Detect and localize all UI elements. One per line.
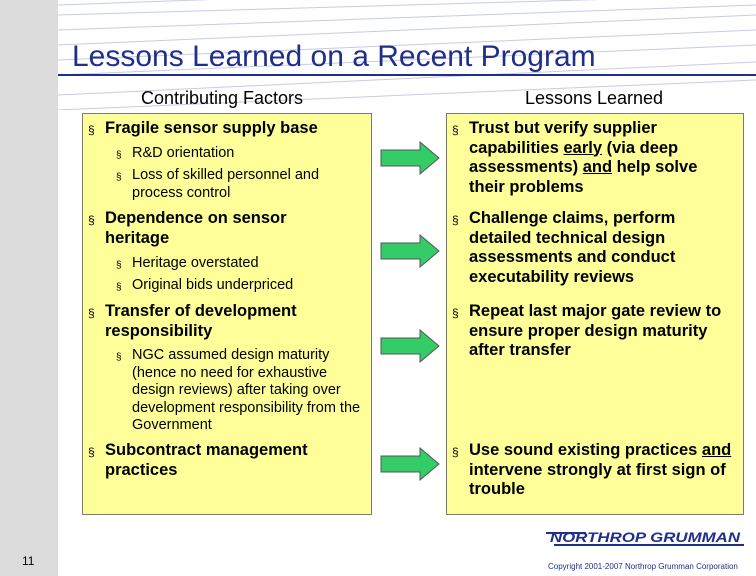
lesson-item: § Trust but verify supplier capabilities early (via deep assessments) and help solve their problems <box>452 119 698 196</box>
square-bullet-icon: § <box>116 150 122 161</box>
copyright-notice: Copyright 2001-2007 Northrop Grumman Corporation <box>548 562 738 571</box>
square-bullet-icon: § <box>452 213 459 227</box>
factor-sub-item: § Heritage overstated <box>116 255 382 273</box>
svg-text:NORTHROP GRUMMAN: NORTHROP GRUMMAN <box>550 529 742 545</box>
square-bullet-icon: § <box>88 445 95 459</box>
factor-item <box>88 209 325 248</box>
slide-title: Lessons Learned on a Recent Program <box>72 40 596 73</box>
right-arrow-icon <box>380 329 440 363</box>
factor-main-text: Transfer of development responsibility <box>105 302 297 340</box>
square-bullet-icon: § <box>88 306 95 320</box>
lessons-learned-box <box>446 113 744 515</box>
left-sidebar <box>0 0 58 576</box>
square-bullet-icon: § <box>88 123 95 137</box>
square-bullet-icon: § <box>116 260 122 271</box>
square-bullet-icon: § <box>116 352 122 363</box>
factor-sub-item: § Original bids underpriced <box>116 277 382 295</box>
factor-sub-item: § R&D orientation <box>116 145 382 163</box>
square-bullet-icon: § <box>116 282 122 293</box>
factor-main-text: Fragile sensor supply base <box>105 119 318 137</box>
lesson-item: § Repeat last major gate review to ensure proper design maturity after transfer <box>452 302 722 359</box>
factor-main-text: Dependence on sensor heritage <box>105 209 287 247</box>
square-bullet-icon: § <box>452 306 459 320</box>
factor-main-text: Subcontract management practices <box>105 441 308 479</box>
factor-item <box>88 119 380 139</box>
page-number: 11 <box>22 554 35 568</box>
left-column-header: Contributing Factors <box>140 88 304 108</box>
factor-item <box>88 441 345 480</box>
factor-item <box>88 302 345 341</box>
right-arrow-icon <box>380 447 440 481</box>
right-arrow-icon <box>380 141 440 175</box>
square-bullet-icon: § <box>452 123 459 137</box>
lesson-item: § Use sound existing practices and intervene strongly at first sign of trouble <box>452 441 732 498</box>
right-column-header: Lessons Learned <box>524 88 664 108</box>
right-arrow-icon <box>380 234 440 268</box>
square-bullet-icon: § <box>88 213 95 227</box>
title-underline <box>58 74 756 76</box>
contributing-factors-box <box>82 113 372 515</box>
square-bullet-icon: § <box>116 172 122 183</box>
factor-sub-item: § NGC assumed design maturity (hence no need for exhaustive design reviews) after taking over development responsibility from the Government <box>116 347 361 433</box>
factor-sub-item: § Loss of skilled personnel and process control <box>116 167 320 201</box>
square-bullet-icon: § <box>452 445 459 459</box>
lesson-item: § Challenge claims, perform detailed technical design assessments and conduct executability reviews <box>452 209 676 286</box>
northrop-grumman-logo <box>546 529 744 549</box>
